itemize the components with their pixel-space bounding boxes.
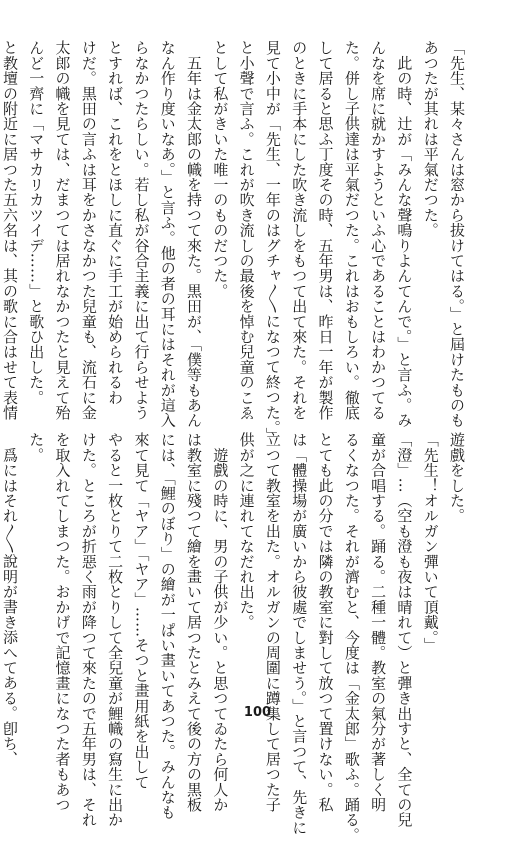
upper-text-block <box>0 40 470 443</box>
text-line: 五年は金太郎の幟を持つて來た。黒田が、「僕等もあん <box>185 40 204 428</box>
text-line: らなかつたらしい。若し私が谷合主義に出て行らせよう <box>132 40 151 420</box>
text-line: なん作り度いなあ。」と言ふ。他の者の耳にはそれが這入 <box>158 40 177 428</box>
text-line: 「先生！オルガン彈いて頂戴。」 <box>421 432 440 653</box>
text-line: と教壇の附近に居つた五六名は、其の歌に合はせて表情 <box>0 40 19 420</box>
text-line: 童が合唱する。踊る。二種一體。教室の氣分が著しく明 <box>369 432 388 812</box>
text-line: は「體操場が廣いから彼處でしませう。」と言つて、先きに <box>290 432 309 835</box>
text-line: は教室に殘つて繪を畫いて居つたとみえて後の方の黒板 <box>185 432 204 812</box>
text-line: して居ると思ふ丁度その時、五年男は、昨日一年が製作 <box>316 40 335 420</box>
text-line: 太郎の幟を見ては、だまつては居れなかつたと見えて殆 <box>53 40 72 420</box>
text-line: けた。ところが折惡く雨が降つて來たので五年男は、それ <box>79 432 98 828</box>
text-line: 來て見て「ヤア」「ヤア」……そつと畫用紙を出して <box>132 432 151 790</box>
text-line: 供が之に連れてなだれ出た。 <box>237 432 256 630</box>
text-line: 遊戲の時に、男の子供が少い。と思つてゐたら何人か <box>211 432 230 812</box>
text-line: んど一齊に「マサカリカツイデ……」と歌ひ出した。 <box>27 40 46 405</box>
text-line: とても此の分では隣の教室に對して放つて置けない。私 <box>316 432 335 812</box>
text-line: 「先生、某々さんは窓から拔けてはる。」と屆けたものも <box>448 40 466 428</box>
text-line: るくなつた。それが濟むと、今度は「金太郎」歌ふ。踊る。 <box>342 432 361 842</box>
text-line: た。併し子供達は平氣だつた。これはおもしろい。徹底 <box>342 40 361 420</box>
text-line: けだ。黒田の言ふは耳をかさなかつた兒童も、流石に金 <box>79 40 98 420</box>
text-line: んなを席に就かすようといふ心であることはわかつてる <box>369 40 388 420</box>
text-line: 此の時、辻が「みんな聲鳴りよんてんで。」と言ふ。み <box>395 40 414 428</box>
text-line: のときに手本にした吹き流しをもつて出て來た。それを <box>290 40 309 420</box>
text-line: やると一枚とりて二枚とりして全兒童が鯉幟の寫生に出か <box>106 432 125 828</box>
text-line: 立つて教室を出た。オルガンの周圍に蹲集して居つた子 <box>263 432 282 812</box>
text-line: として私がきいた唯一のものだつた。 <box>211 40 230 299</box>
text-line: 爲にはそれ〳〵說明が書き添へてある。卽ち、 <box>0 432 19 767</box>
text-line: と小聲で言ふ。これが吹き流しの最後を悼む兒童のこゑ <box>237 40 256 420</box>
text-line: 見て小中が「先生、一年のはグチャ〳〵になつて終つた。」 <box>263 40 282 443</box>
text-line: た。 <box>27 432 46 463</box>
text-line: 遊戲をした。 <box>448 432 466 524</box>
text-line: には、「鯉のぼり」の繪が一ぱい畫いてあつた。みんなも <box>158 432 177 820</box>
text-line: とすれば、これをとほしに直ぐに手工が始められるわ <box>106 40 125 405</box>
text-line: 「澄」…（空も澄も夜は晴れて）と彈き出すと、全ての兒 <box>395 432 414 828</box>
page-number: 100 <box>243 705 272 720</box>
text-line: あつたが其れは平氣だつた。 <box>421 40 440 238</box>
text-line: を取入れてしまつた。おかげで記憶畫になつた者もあつ <box>53 432 72 812</box>
